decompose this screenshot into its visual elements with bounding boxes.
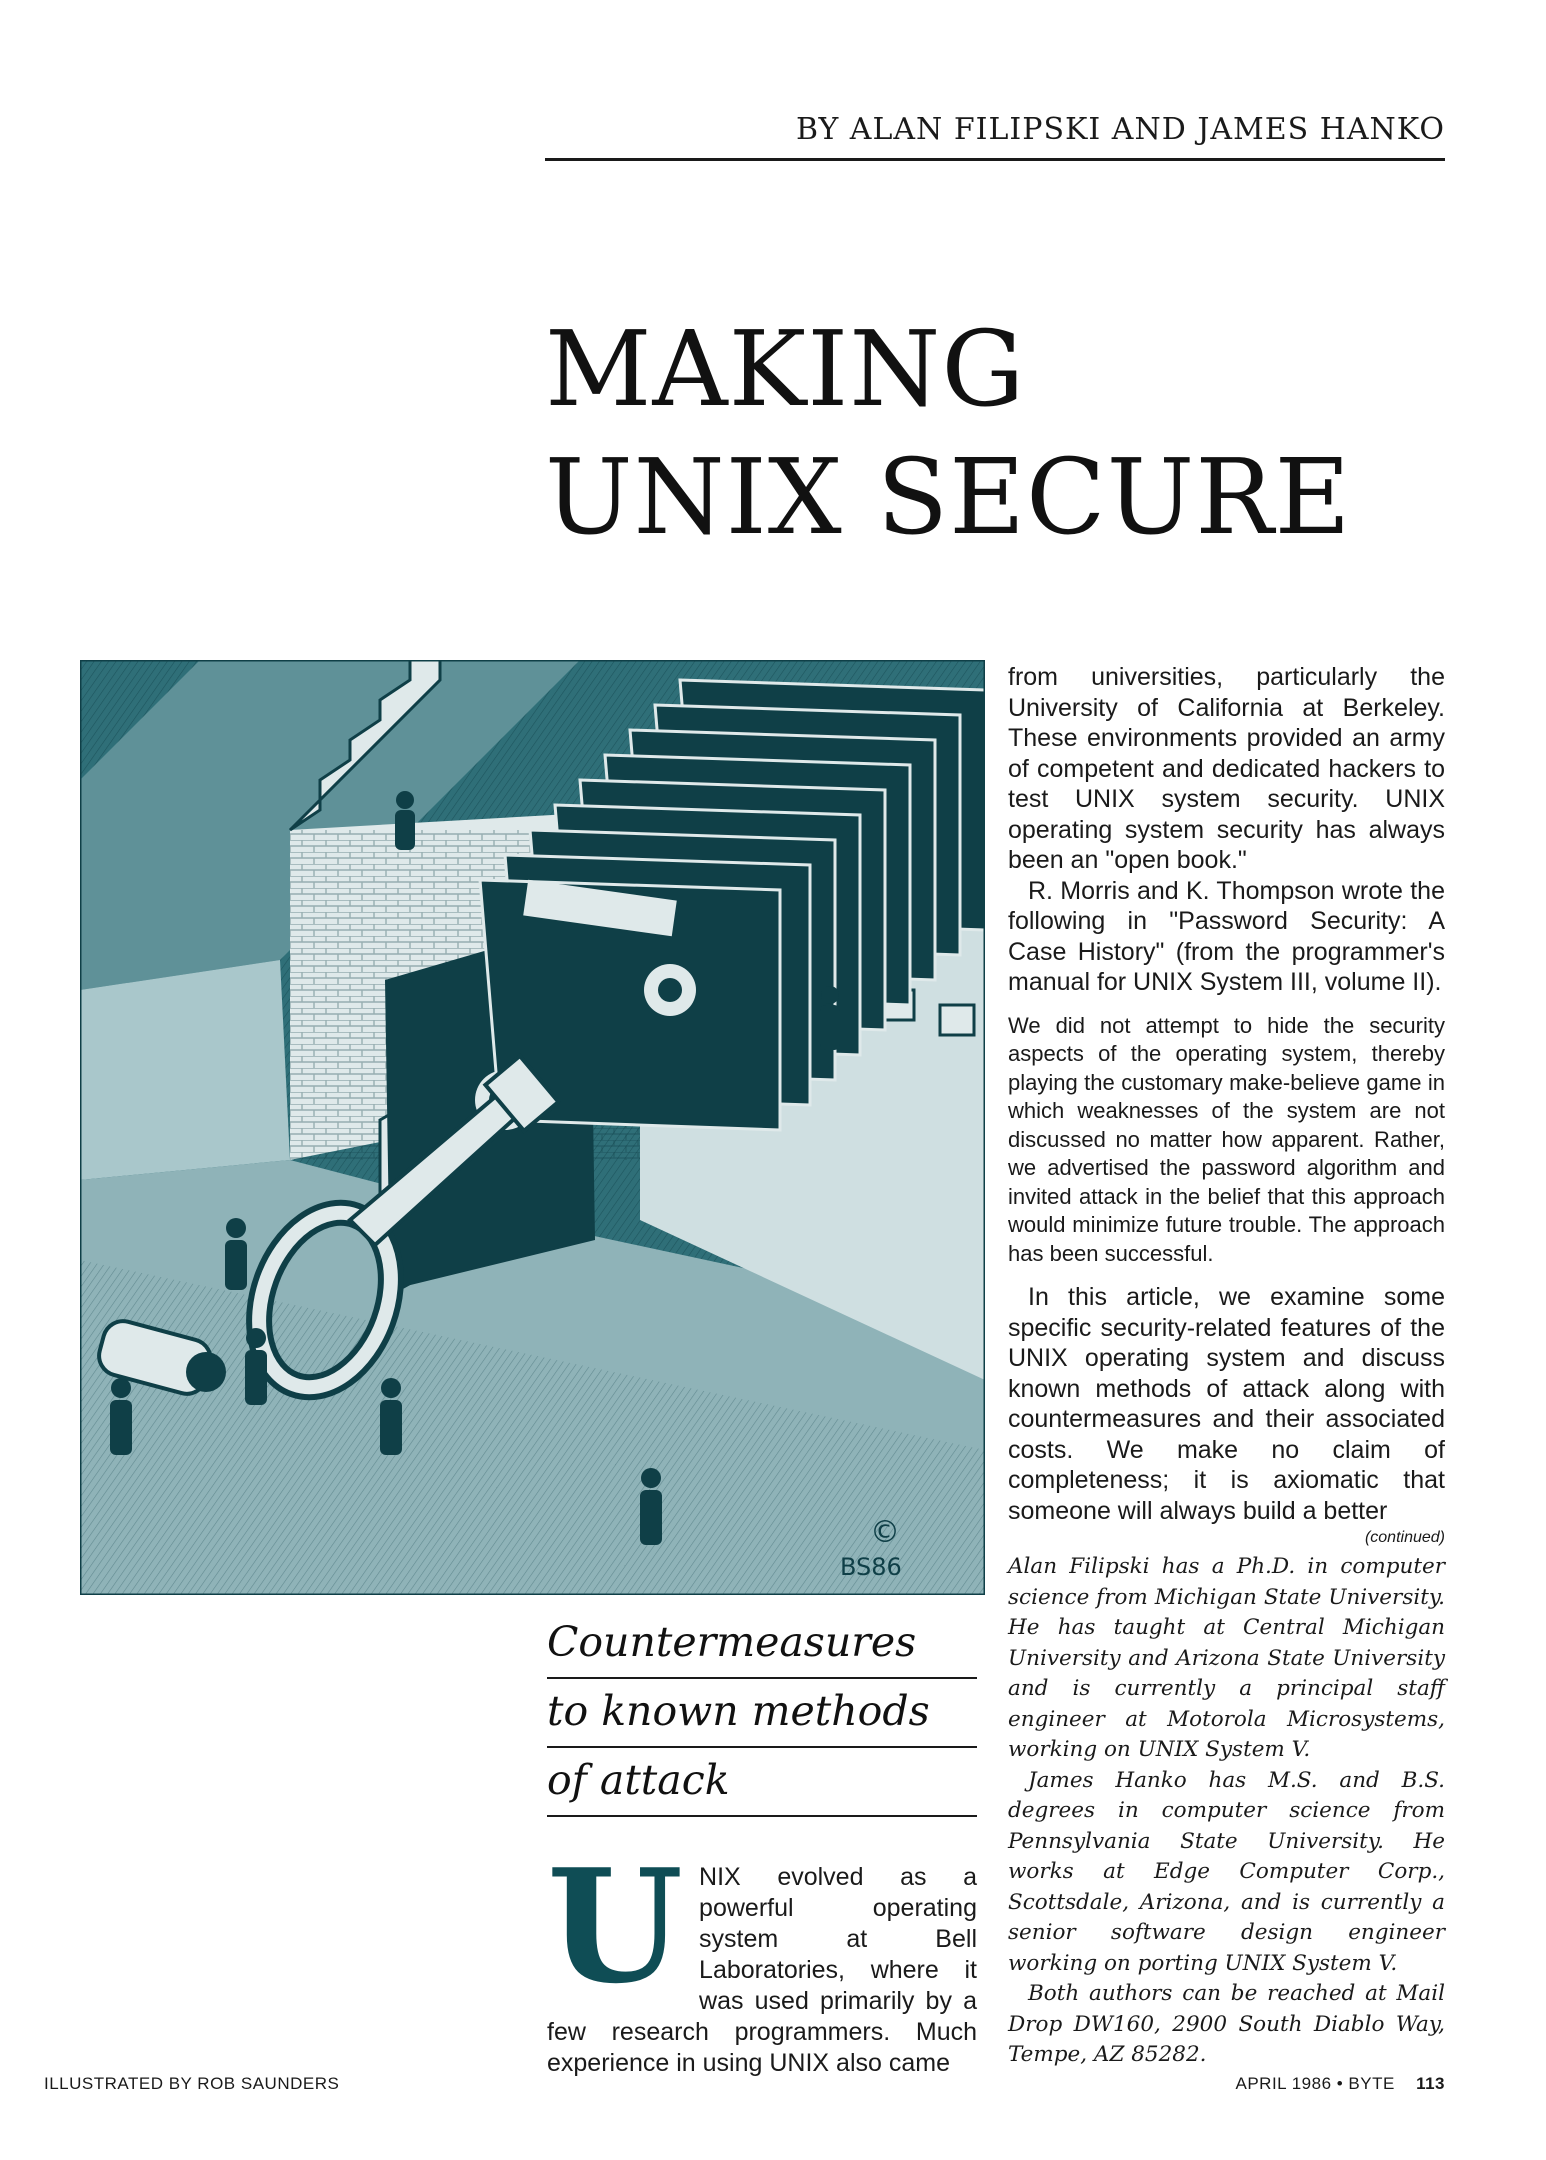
intro-column — [547, 1835, 977, 2079]
svg-text:BS86: BS86 — [840, 1553, 902, 1581]
subhead-line-1: Countermeasures — [547, 1610, 977, 1679]
byline-rule — [545, 158, 1445, 161]
article-title — [545, 305, 1445, 561]
title-line-2: UNIX SECURE — [545, 436, 1352, 558]
right-column — [1008, 662, 1445, 2071]
subhead-line-3: of attack — [547, 1748, 977, 1817]
bio-hanko: James Hanko has M.S. and B.S. degrees in computer science from Pennsylvania State University. He works at Edge Computer Corp., Scottsdale, Arizona, and is currently a senior software design engineer working on porting UNIX System V. — [1008, 1767, 1445, 1976]
subheading — [547, 1610, 977, 1817]
body-paragraph-2: R. Morris and K. Thompson wrote the following in "Password Security: A Case History" (from the programmer's manual for UNIX System III, volume II). — [1008, 876, 1445, 996]
issue-info: APRIL 1986 • BYTE — [1235, 2074, 1395, 2093]
illustration-credit: ILLUSTRATED BY ROB SAUNDERS — [44, 2074, 340, 2093]
bio-filipski: Alan Filipski has a Ph.D. in computer science from Michigan State University. He has taught at Central Michigan University and Arizona State University and is currently a principal staff engineer at Motorola Microsystems, working on UNIX System V. — [1008, 1554, 1445, 1762]
subhead-line-2: to known methods — [547, 1679, 977, 1748]
bio-contact: Both authors can be reached at Mail Drop DW160, 2900 South Diablo Way, Tempe, AZ 85282. — [1008, 1981, 1445, 2067]
intro-paragraph: NIX evolved as a powerful operating system at Bell Laboratories, where it was used primarily by a few research programmers. Much experience in using UNIX also came — [547, 1863, 977, 2077]
continued-note: (continued) — [1364, 1529, 1445, 1546]
castle-illustration — [80, 660, 985, 1595]
page-footer — [1155, 2074, 1445, 2094]
body-paragraph-3: In this article, we examine some specific security-related features of the UNIX operating system and discuss known methods of attack along with countermeasures and their associated costs. We make no claim of completeness; it is axiomatic that someone will always build a better — [1008, 1283, 1445, 1525]
block-quote: We did not attempt to hide the security aspects of the operating system, thereby playing the customary make-believe game in which weaknesses of the system are not discussed no matter how apparent. Rather, we advertised the password algorithm and invited attack in the belief that this approach would minimize future trouble. The approach has been successful. — [1008, 1012, 1445, 1266]
svg-text:©: © — [870, 1515, 900, 1550]
title-line-1: MAKING — [545, 308, 1026, 430]
page-number: 113 — [1416, 2074, 1445, 2093]
byline: BY ALAN FILIPSKI AND JAMES HANKO — [795, 112, 1445, 147]
drop-cap: U — [547, 1835, 684, 2018]
body-paragraph-1: from universities, particularly the University of California at Berkeley. These environments provided an army of competent and dedicated hackers to test UNIX system security. UNIX operating system security has always been an "open book." — [1008, 663, 1445, 874]
